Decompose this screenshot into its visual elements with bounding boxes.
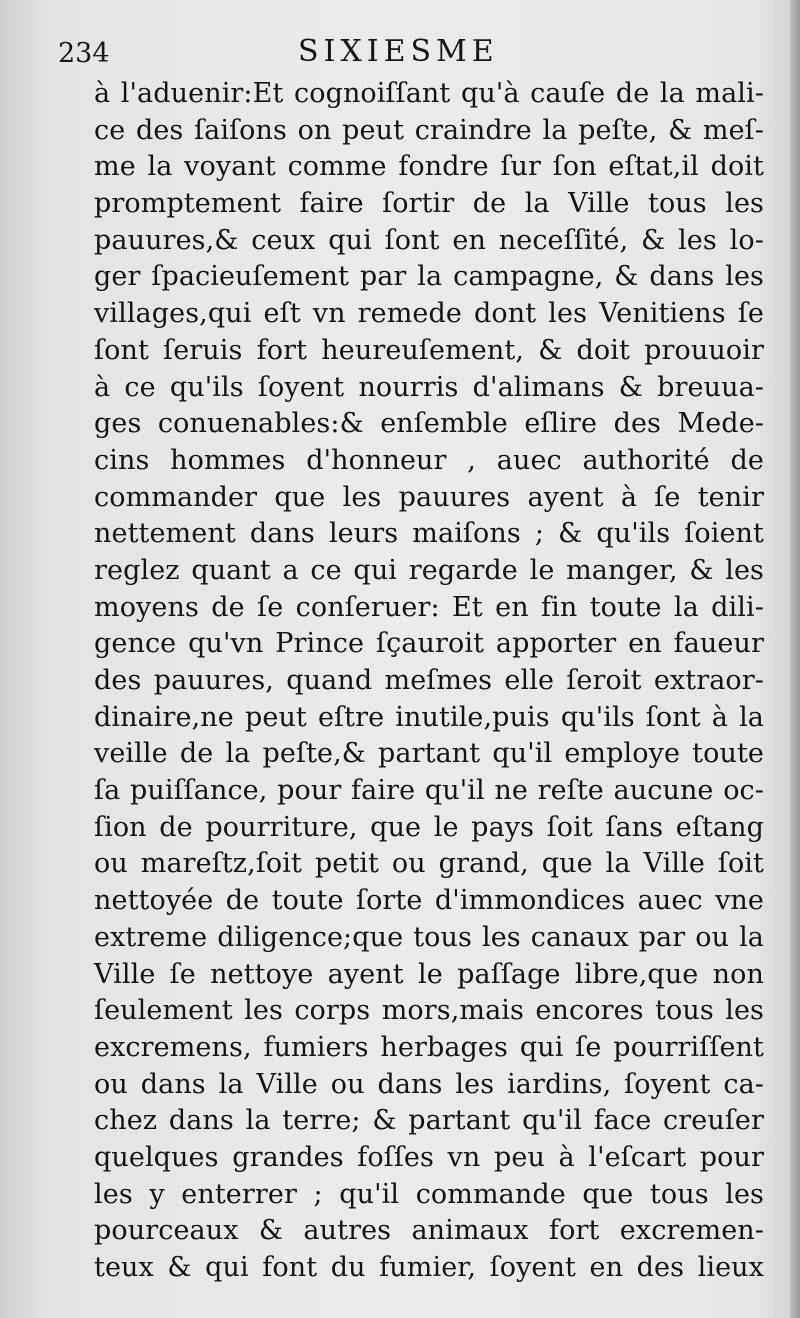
- text-line: à l'aduenir:Et cognoiſſant qu'à cauſe de la mali-: [94, 78, 764, 109]
- text-line: nettoyée de toute ſorte d'immondices auec vne: [94, 885, 764, 917]
- text-line: quelques grandes foſſes vn peu à l'eſcart pour: [94, 1141, 764, 1173]
- page-header: [58, 30, 758, 78]
- text-line: dinaire,ne peut eſtre inutile,puis qu'ils ſont à la: [94, 701, 764, 733]
- text-line: gence qu'vn Prince ſçauroit apporter en fauеur: [94, 628, 764, 660]
- running-head: SIXIESME: [298, 34, 499, 69]
- text-line: reglez quant a ce qui regarde le manger, & les: [94, 554, 764, 586]
- text-line: ou mareſtz,ſoit petit ou grand, que la Ville ſoit: [94, 848, 764, 880]
- text-line: ſion de pourriture, que le pays ſoit ſans eſtang: [94, 811, 764, 843]
- text-line: commander que les pauures ayent à ſe tenir: [94, 481, 764, 513]
- text-line: promptement faire ſortir de la Ville tous les: [94, 188, 764, 220]
- text-line: moyens de ſe conſeruer: Et en fin toute la dili-: [94, 591, 764, 623]
- page-edge-shadow: [790, 0, 800, 1318]
- text-line: villages,qui eſt vn remede dont les Venitiens ſe: [94, 298, 764, 330]
- text-line: teux & qui font du fumier, ſoyent en des lieux: [94, 1252, 764, 1283]
- text-line: me la voyant comme fondre ſur ſon eſtat,il doit: [94, 151, 764, 183]
- text-line: ſeulement les corps mors,mais encores tous les: [94, 995, 764, 1027]
- text-line: chez dans la terre; & partant qu'il face creuſer: [94, 1105, 764, 1137]
- text-line: à ce qu'ils ſoyent nourris d'alimans & breuua-: [94, 371, 764, 403]
- text-line: nettement dans leurs maiſons ; & qu'ils ſoient: [94, 518, 764, 550]
- text-line: ſa puiſſance, pour faire qu'il ne reſte aucune oc-: [94, 775, 764, 807]
- text-line: cins hommes d'honneur , auec authorité de: [94, 444, 764, 476]
- body-text: [94, 76, 764, 1287]
- text-line: pauures,& ceux qui ſont en neceſſité, & les lo-: [94, 224, 764, 256]
- text-line: ges conuenables:& enſemble eſlire des Mede-: [94, 408, 764, 440]
- text-line: veille de la peſte,& partant qu'il employe toute: [94, 738, 764, 770]
- text-line: excremens, fumiers herbages qui ſe pourriſſent: [94, 1031, 764, 1063]
- text-line: ſont ſeruis fort heureuſement, & doit prouuoir: [94, 334, 764, 366]
- text-line: pourceaux & autres animaux fort excremen-: [94, 1215, 764, 1247]
- text-line: extreme diligence;que tous les canaux par ou la: [94, 921, 764, 953]
- text-line: les y enterrer ; qu'il commande que tous les: [94, 1178, 764, 1210]
- text-line: ou dans la Ville ou dans les iardins, ſoyent ca-: [94, 1068, 764, 1100]
- text-line: ger ſpacieuſement par la campagne, & dans les: [94, 261, 764, 293]
- text-line: ce des ſaiſons on peut craindre la peſte, & meſ-: [94, 114, 764, 146]
- text-line: des pauures, quand meſmes elle ſeroit extraor-: [94, 665, 764, 696]
- page-number: 234: [58, 38, 110, 69]
- text-line: Ville ſe nettoye ayent le paſſage libre,que non: [94, 958, 764, 990]
